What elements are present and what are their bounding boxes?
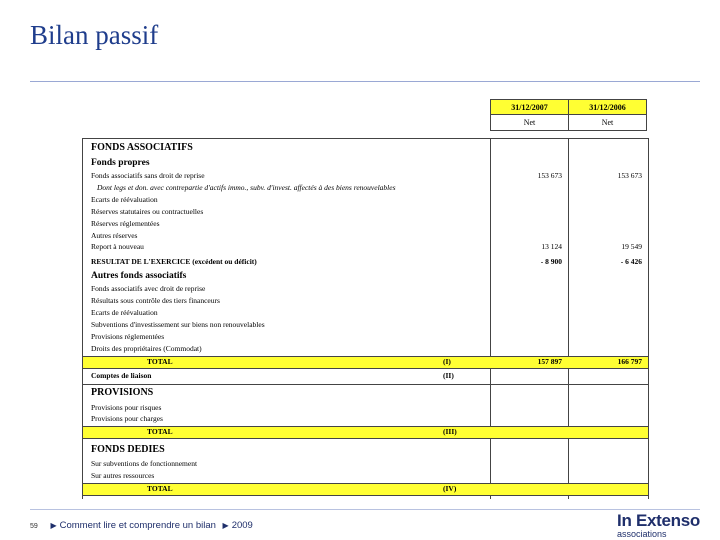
total-row: TOTAL (I) 157 897 166 797 [83,356,648,369]
footer-divider [30,509,700,510]
table-row: Réserves réglementées [91,219,160,228]
table-row: Sur autres ressources [91,471,155,480]
title-divider [30,81,700,82]
table-row: Résultats sous contrôle des tiers financeurs [91,296,220,305]
slide-title: Bilan passif [30,20,159,50]
table-row: Fonds associatifs avec droit de reprise [91,284,206,293]
triangle-right-icon: ▶ [50,521,57,530]
section-subheading: Fonds propres [91,158,150,168]
table-row: Droits des propriétaires (Commodat) [91,344,202,353]
col1-date: 31/12/2007 [491,100,569,115]
table-row: Ecarts de réévaluation [91,308,158,317]
section-heading: FONDS DEDIES [91,444,165,455]
footer-year: 2009 [231,520,253,531]
row-divider [83,384,648,385]
table-row: Report à nouveau 13 124 19 549 [91,242,642,251]
table-row: Provisions pour charges [91,414,163,423]
footer-doc-title: Comment lire et comprendre un bilan [59,520,216,531]
total-row: TOTAL (IV) [83,483,648,496]
triangle-right-icon: ▶ [222,521,229,530]
total-row: TOTAL (III) [83,426,648,439]
table-row: Fonds associatifs sans droit de reprise 153 673 153 673 [91,171,642,180]
col1-sub: Net [491,115,569,131]
table-row: Réserves statutaires ou contractuelles [91,207,204,216]
table-row: Subventions d'investissement sur biens non renouvelables [91,320,265,329]
in-extenso-logo [617,512,700,539]
table-row: Provisions pour risques [91,403,162,412]
table-row: Comptes de liaison (II) [91,371,454,380]
table-row: Dont legs et don. avec contrepartie d'actifs immo., subv. d'invest. affectés à des biens renouvelables [97,183,396,192]
balance-table [82,138,649,499]
section-heading: PROVISIONS [91,387,154,398]
section-heading: FONDS ASSOCIATIFS [91,142,193,153]
column-header [490,99,647,131]
col2-sub: Net [569,115,647,131]
table-row: RESULTAT DE L'EXERCICE (excédent ou déficit) - 8 900 - 6 426 [91,257,642,266]
logo-name: In Extenso [617,511,700,530]
table-row: Sur subventions de fonctionnement [91,459,198,468]
table-row: Autres réserves [91,231,138,240]
table-row: Ecarts de réévaluation [91,195,158,204]
logo-sub: associations [617,529,667,539]
col2-date: 31/12/2006 [569,100,647,115]
page-number: 59 [30,523,38,530]
footer [30,520,253,531]
table-row: Provisions réglementées [91,332,165,341]
section-subheading: Autres fonds associatifs [91,271,187,281]
